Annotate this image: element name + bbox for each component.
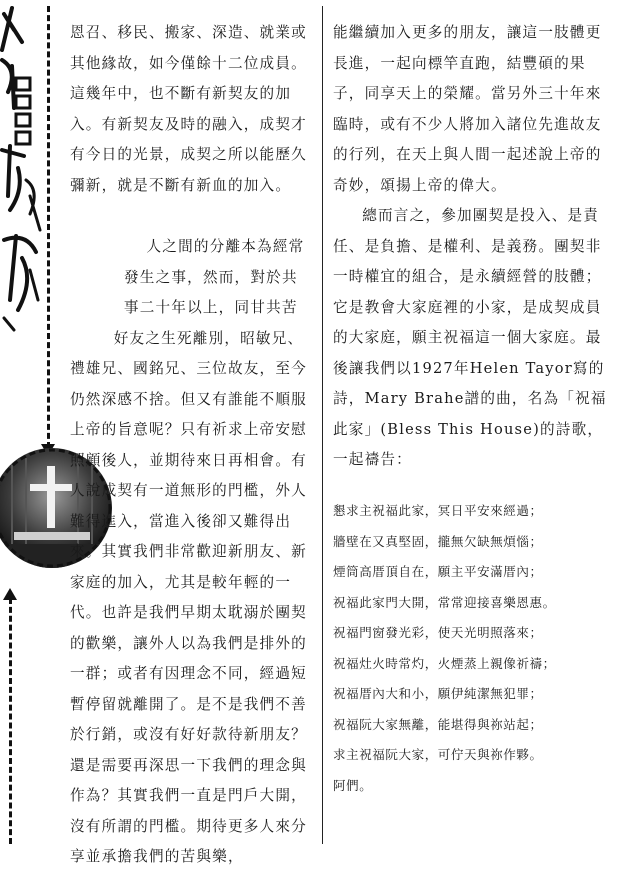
left-column-second xyxy=(70,232,310,873)
dashed-border-top xyxy=(47,6,50,448)
poem-line: 祝福厝內大和小，願伊純潔無犯罪； xyxy=(333,686,543,701)
paragraph: 恩召、移民、搬家、深造、就業或其他緣故，如今僅餘十二位成員。這幾年中，也不斷有新契友的加入。有新契友及時的融入，成契才有今日的光景，成契之所以能歷久彌新，就是不斷有新血的加入。 xyxy=(70,24,307,194)
right-column xyxy=(333,18,611,476)
poem-bless-this-house xyxy=(333,496,623,801)
photo-wrap-float xyxy=(70,444,124,754)
poem-line: 阿們。 xyxy=(333,777,373,793)
poem-line: 祝福此家門大開，常常迎接喜樂恩惠。 xyxy=(333,594,556,610)
paragraph: 能繼續加入更多的朋友，讓這一肢體更長進，一起向標竿直跑，結豐碩的果子，同享天上的榮耀。當另外三十年來臨時，或有不少人將加入諸位先進故友的行列，在天上與人間一起述說上帝的奇妙，頌揚上帝的偉大。 xyxy=(333,24,602,194)
calligraphy-title-art xyxy=(0,0,44,340)
poem-line: 祝福門窗發光彩，使天光明照落來； xyxy=(333,625,543,640)
column-divider xyxy=(322,6,323,844)
poem-line: 懇求主祝福此家，冥日平安來經過； xyxy=(333,503,543,518)
paragraph: 人之間的分離本為經常發生之事，然而，對於共事二十年以上，同甘共苦好友之生死離別，昭敏兄、禮雄兄、國銘兄、三位故友，至今仍然深感不捨。但又有誰能不順服上帝的旨意呢？只有祈求上帝安慰照顧後人，並期待來日再相會。有人說成契有一道無形的門檻，外人難得進入，當進入後卻又難得出來。其實我們非常歡迎新朋友、新家庭的加入，尤其是較年輕的一代。也許是我們早期太耽溺於團契的歡樂，讓外人以為我們是排外的一群；或者有因理念不同，經過短暫停留就離開了。是不是我們不善於行銷，或沒有好好款待新朋友？還是需要再深思一下我們的理念與作為？其實我們一直是門戶大開，沒有所謂的門檻。期待更多人來分享並承擔我們的苦與樂， xyxy=(70,238,307,865)
poem-line: 祝福灶火時常灼，火煙蒸上親像祈禱； xyxy=(333,655,556,671)
paragraph: 總而言之，參加團契是投入、是責任、是負擔、是權利、是義務。團契非一時權宜的組合，是永續經營的肢體；它是教會大家庭裡的小家，是成契成員的大家庭，願主祝福這一個大家庭。最後讓我們以1927年Helen Tayor寫的詩，Mary Brahe譜的曲，名為「祝福此家」(Bless This House)的詩歌，一起禱告： xyxy=(333,207,607,468)
poem-line: 祝福阮大家無離，能堪得與祢站起； xyxy=(333,716,543,732)
dashed-border-bottom xyxy=(9,598,12,844)
poem-line: 牆壁在又真堅固，攏無欠缺無煩惱； xyxy=(333,533,543,549)
poem-line: 煙筒高厝頂自在，願主平安滿厝內； xyxy=(333,564,543,579)
left-column xyxy=(70,18,310,201)
poem-line: 求主祝福阮大家，可佇天與祢作夥。 xyxy=(333,747,543,762)
